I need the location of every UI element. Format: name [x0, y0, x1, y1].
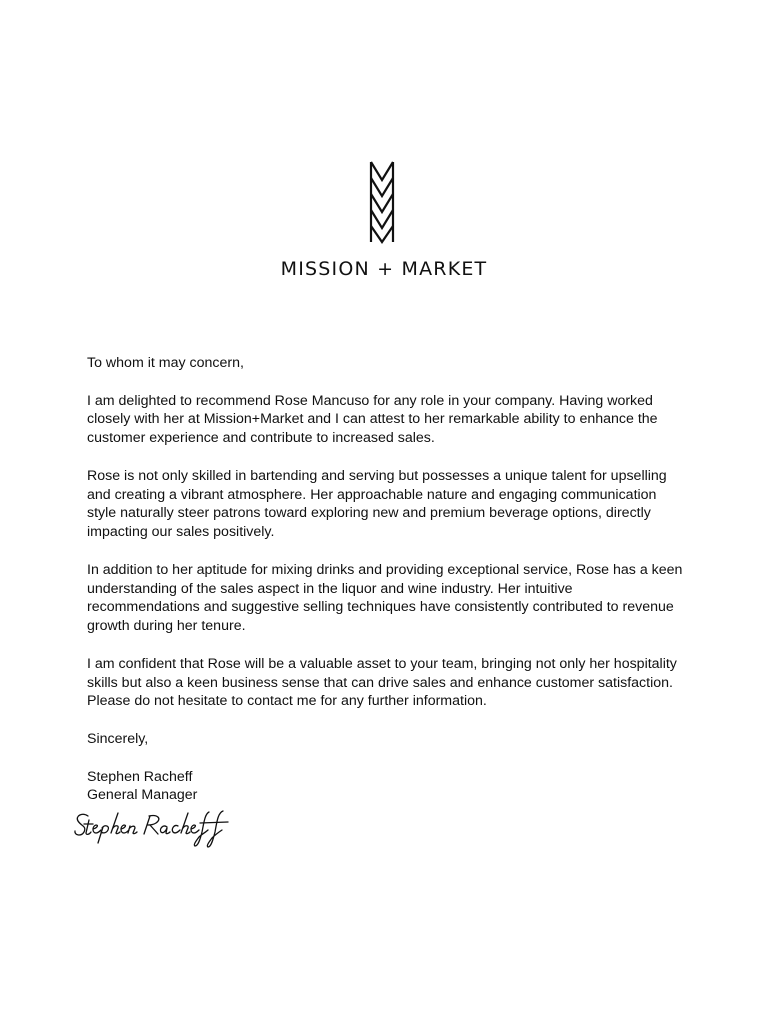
body-paragraph: In addition to her aptitude for mixing drinks and providing exceptional service, Rose has a keen understanding of the sales aspect in the liquor and wine industry. Her intuitive recommendations and suggestive selling techniques have consistently contributed to revenue growth during her tenure. [87, 561, 683, 635]
mission-market-logo-icon [368, 160, 396, 244]
company-wordmark: MISSION + MARKET [280, 258, 488, 280]
handwritten-signature [72, 808, 237, 850]
closing: Sincerely, [87, 730, 149, 747]
body-paragraph: Rose is not only skilled in bartending and serving but possesses a unique talent for upselling and creating a vibrant atmosphere. Her approachable nature and engaging communication style naturally steer patrons toward exploring new and premium beverage options, directly impacting our sales positively. [87, 467, 667, 541]
letter-body [87, 354, 687, 805]
body-paragraph: I am confident that Rose will be a valuable asset to your team, bringing not only her hospitality skills but also a keen business sense that can drive sales and enhance customer satisfaction. Please do not hesitate to contact me for any further information. [87, 655, 677, 710]
signer-title: General Manager [87, 787, 198, 804]
signer-name: Stephen Racheff [87, 768, 193, 785]
salutation: To whom it may concern, [87, 355, 244, 371]
body-paragraph: I am delighted to recommend Rose Mancuso for any role in your company. Having worked closely with her at Mission+Market and I can attest to her remarkable ability to enhance the customer experience and contribute to increased sales. [87, 392, 658, 447]
